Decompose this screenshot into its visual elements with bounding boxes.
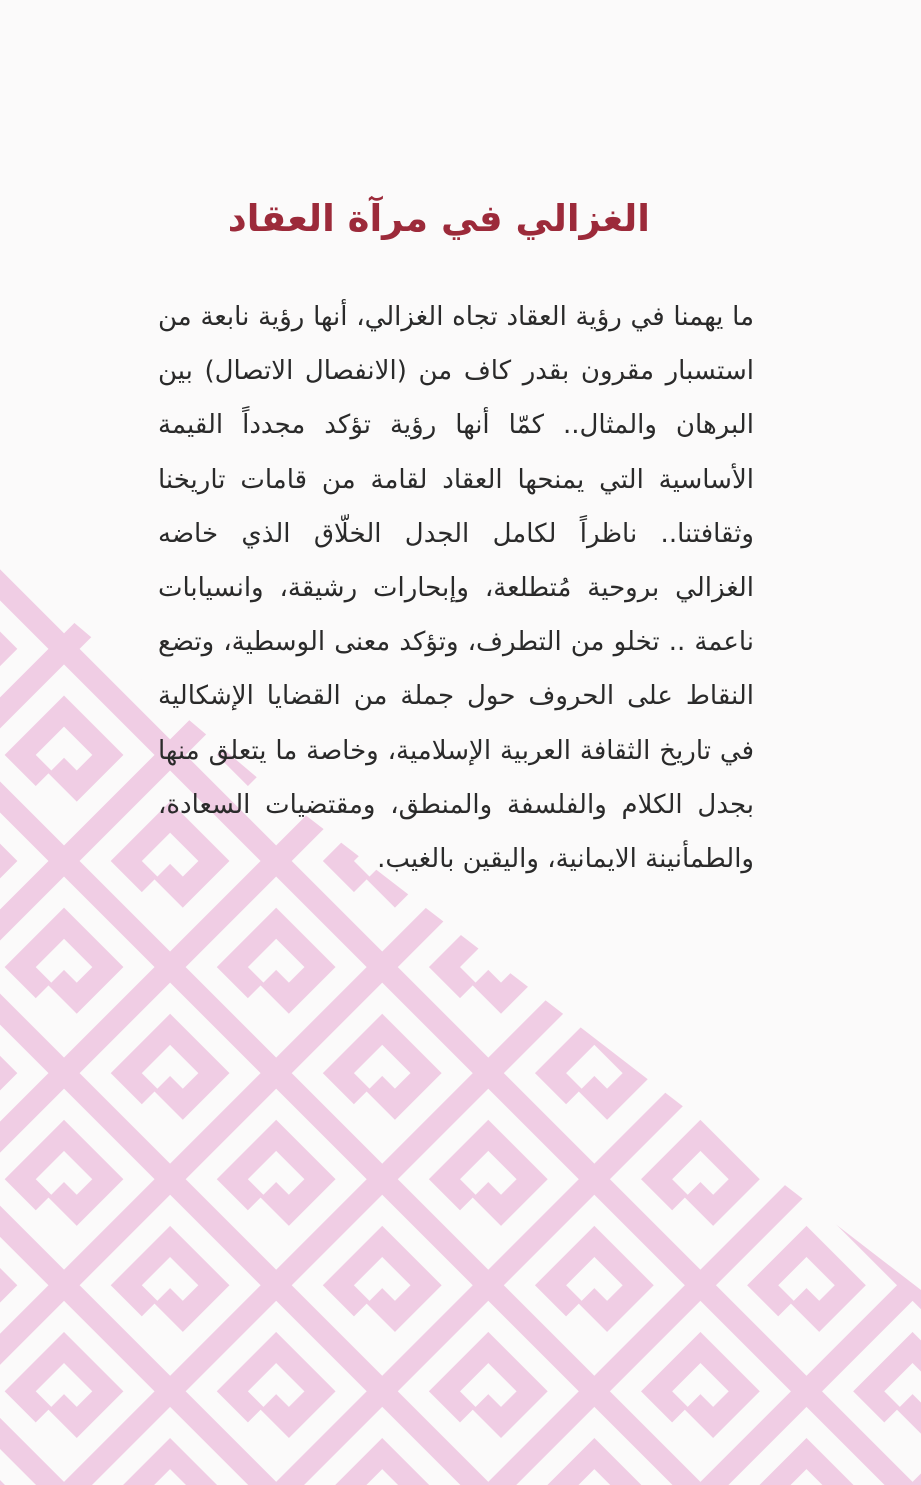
body-paragraph	[158, 290, 754, 886]
paragraph-line: ما يهمنا في رؤية العقاد تجاه الغزالي، أنها رؤية نابعة من	[158, 302, 754, 332]
paragraph-line: في تاريخ الثقافة العربية الإسلامية، وخاصة ما يتعلق منها	[158, 735, 754, 766]
paragraph-line: استسبار مقرون بقدر كاف من (الانفصال الاتصال) بين	[158, 356, 754, 387]
paragraph-line: والطمأنينة الايمانية، واليقين بالغيب.	[377, 844, 754, 875]
chapter-title: الغزالي في مرآة العقاد	[227, 197, 650, 240]
paragraph-line: البرهان والمثال.. كمّا أنها رؤية تؤكد مجدداً القيمة	[158, 410, 754, 441]
paragraph-line: الأساسية التي يمنحها العقاد لقامة من قامات تاريخنا	[158, 464, 754, 495]
paragraph-line: ناعمة .. تخلو من التطرف، وتؤكد معنى الوسطية، وتضع	[158, 627, 754, 658]
paragraph-line: الغزالي بروحية مُتطلعة، وإبحارات رشيقة، وانسيابات	[158, 573, 754, 604]
paragraph-line: وثقافتنا.. ناظراً لكامل الجدل الخلّاق الذي خاضه	[158, 518, 754, 549]
paragraph-line: بجدل الكلام والفلسفة والمنطق، ومقتضيات السعادة،	[158, 789, 754, 820]
paragraph-line: النقاط على الحروف حول جملة من القضايا الإشكالية	[158, 681, 754, 712]
